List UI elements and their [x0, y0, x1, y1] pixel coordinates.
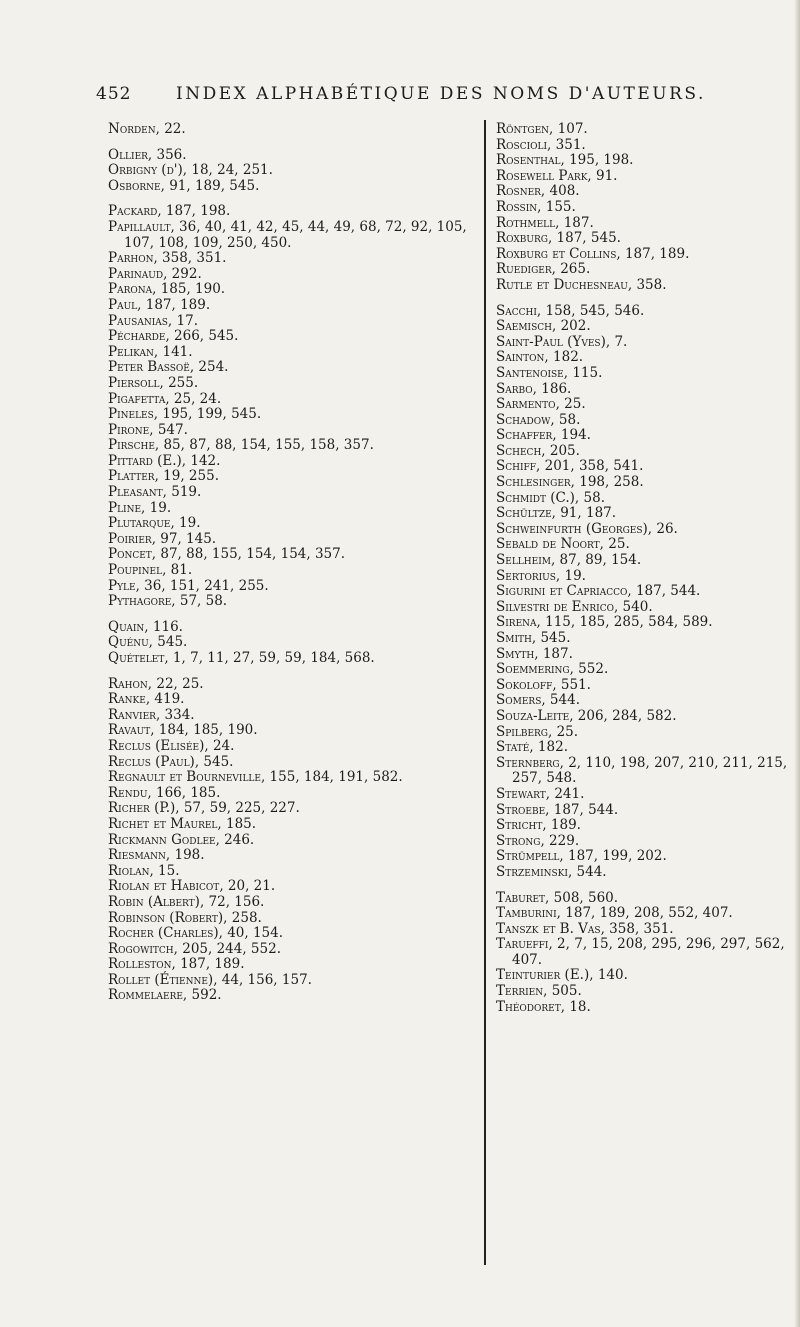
- index-entry: Rendu, 166, 185.: [108, 784, 221, 801]
- index-entry: Rommelaere, 592.: [108, 987, 222, 1004]
- page-edge-shadow: [794, 0, 800, 1327]
- index-entry: Poncet, 87, 88, 155, 154, 154, 357.: [108, 546, 346, 563]
- index-entry: Schech, 205.: [496, 442, 580, 459]
- index-entry: Ollier, 356.: [108, 146, 187, 163]
- index-entry: Sebald de Noort, 25.: [496, 536, 630, 553]
- index-entry: Pirsche, 85, 87, 88, 154, 155, 158, 357.: [108, 437, 374, 454]
- index-entry: Roxburg et Collins, 187, 189.: [496, 245, 690, 262]
- index-entry: Sokoloff, 551.: [496, 676, 591, 693]
- index-entry: Strong, 229.: [496, 832, 580, 849]
- index-entry: Norden, 22.: [108, 121, 186, 137]
- index-entry: Stricht, 189.: [496, 817, 581, 834]
- index-letter-group: [496, 891, 796, 1016]
- index-entry: Staté, 182.: [496, 739, 568, 756]
- index-entry: Quain, 116.: [108, 618, 183, 635]
- index-entry: Pineles, 195, 199, 545.: [108, 406, 262, 423]
- index-entry: Somers, 544.: [496, 692, 580, 709]
- index-entry: Orbigny (d'), 18, 24, 251.: [108, 162, 273, 179]
- index-entry: Parhon, 358, 351.: [108, 250, 227, 267]
- index-entry: Richer (P.), 57, 59, 225, 227.: [108, 800, 300, 817]
- index-entry: Rothmell, 187.: [496, 214, 594, 231]
- index-entry: Rutle et Duchesneau, 358.: [496, 276, 667, 293]
- index-entry: Richet et Maurel, 185.: [108, 815, 257, 832]
- index-entry: Ranke, 419.: [108, 691, 185, 708]
- index-entry: Peter Bassoë, 254.: [108, 359, 229, 376]
- index-entry: Pécharde, 266, 545.: [108, 328, 239, 345]
- index-entry: Théodoret, 18.: [496, 998, 591, 1015]
- index-entry: Robin (Albert), 72, 156.: [108, 893, 265, 910]
- index-entry: Pausanias, 17.: [108, 312, 198, 329]
- index-entry: Tarueffi, 2, 7, 15, 208, 295, 296, 297, 562, 407.: [496, 936, 785, 968]
- index-entry: Sirena, 115, 185, 285, 584, 589.: [496, 614, 713, 631]
- index-entry: Schaffer, 194.: [496, 427, 591, 444]
- index-entry: Pythagore, 57, 58.: [108, 593, 228, 610]
- index-entry: Pelikan, 141.: [108, 343, 193, 360]
- index-entry: Riolan, 15.: [108, 862, 180, 879]
- index-entry: Plutarque, 19.: [108, 515, 201, 532]
- index-entry: Paul, 187, 189.: [108, 296, 211, 313]
- index-entry: Rocher (Charles), 40, 154.: [108, 925, 284, 942]
- index-entry: Terrien, 505.: [496, 983, 582, 1000]
- index-entry: Rolleston, 187, 189.: [108, 956, 245, 973]
- index-entry: Santenoise, 115.: [496, 364, 603, 381]
- index-entry: Saint-Paul (Yves), 7.: [496, 333, 628, 350]
- index-entry: Reclus (Elisée), 24.: [108, 737, 235, 754]
- index-entry: Pittard (E.), 142.: [108, 452, 221, 469]
- index-entry: Stewart, 241.: [496, 785, 585, 802]
- index-letter-group: [108, 204, 483, 609]
- index-entry: Piersoll, 255.: [108, 374, 199, 391]
- index-entry: Reclus (Paul), 545.: [108, 753, 234, 770]
- index-entry: Schmidt (C.), 58.: [496, 489, 605, 506]
- index-entry: Sarbo, 186.: [496, 380, 572, 397]
- index-entry: Pirone, 547.: [108, 421, 188, 438]
- index-entry: Ranvier, 334.: [108, 706, 195, 723]
- index-entry: Roscioli, 351.: [496, 136, 586, 153]
- index-entry: Strümpell, 187, 199, 202.: [496, 848, 667, 865]
- index-entry: Parona, 185, 190.: [108, 281, 226, 298]
- index-entry: Robinson (Robert), 258.: [108, 909, 262, 926]
- index-entry: Rossin, 155.: [496, 198, 576, 215]
- index-letter-group: [108, 122, 483, 138]
- index-entry: Papillault, 36, 40, 41, 42, 45, 44, 49, 68, 72, 92, 105, 107, 108, 109, 250, 450.: [108, 218, 467, 251]
- index-entry: Poupinel, 81.: [108, 562, 193, 579]
- index-entry: Pigafetta, 25, 24.: [108, 390, 222, 407]
- index-entry: Taburet, 508, 560.: [496, 889, 619, 906]
- index-entry: Saemisch, 202.: [496, 318, 591, 335]
- index-entry: Strzeminski, 544.: [496, 863, 607, 880]
- index-entry: Sigurini et Capriacco, 187, 544.: [496, 583, 701, 600]
- index-letter-group: [108, 677, 483, 1004]
- index-entry: Sarmento, 25.: [496, 396, 586, 413]
- index-entry: Rosner, 408.: [496, 183, 580, 200]
- index-letter-group: [496, 304, 796, 881]
- index-entry: Souza-Leite, 206, 284, 582.: [496, 707, 677, 724]
- index-entry: Schlesinger, 198, 258.: [496, 474, 644, 491]
- index-entry: Quénu, 545.: [108, 634, 188, 651]
- index-entry: Sainton, 182.: [496, 349, 584, 366]
- index-entry: Regnault et Bourneville, 155, 184, 191, 582.: [108, 769, 403, 786]
- index-entry: Röntgen, 107.: [496, 121, 588, 137]
- index-letter-group: [496, 122, 796, 294]
- page-header: [96, 84, 770, 104]
- index-entry: Tanszk et B. Vas, 358, 351.: [496, 920, 674, 937]
- index-entry: Smith, 545.: [496, 630, 571, 646]
- index-entry: Spilberg, 25.: [496, 723, 579, 740]
- index-entry: Soemmering, 552.: [496, 661, 609, 678]
- index-entry: Rosewell Park, 91.: [496, 167, 618, 184]
- index-entry: Silvestri de Enrico, 540.: [496, 598, 653, 615]
- index-entry: Sertorius, 19.: [496, 567, 586, 584]
- page-number: 452: [96, 84, 132, 104]
- index-entry: Poirier, 97, 145.: [108, 530, 217, 547]
- index-entry: Rahon, 22, 25.: [108, 675, 204, 692]
- index-entry: Schadow, 58.: [496, 411, 581, 428]
- index-entry: Rollet (Étienne), 44, 156, 157.: [108, 971, 312, 988]
- index-entry: Sacchi, 158, 545, 546.: [496, 302, 645, 319]
- index-entry: Pyle, 36, 151, 241, 255.: [108, 577, 269, 594]
- index-entry: Sternberg, 2, 110, 198, 207, 210, 211, 215, 257, 548.: [496, 754, 788, 787]
- page-title: INDEX ALPHABÉTIQUE DES NOMS D'AUTEURS.: [176, 84, 706, 104]
- index-entry: Teinturier (E.), 140.: [496, 967, 628, 984]
- index-letter-group: [108, 620, 483, 667]
- index-entry: Roxburg, 187, 545.: [496, 230, 621, 247]
- index-entry: Ravaut, 184, 185, 190.: [108, 722, 258, 739]
- index-entry: Schweinfurth (Georges), 26.: [496, 520, 678, 537]
- index-entry: Tamburini, 187, 189, 208, 552, 407.: [496, 905, 733, 922]
- index-entry: Ruediger, 265.: [496, 261, 591, 278]
- index-entry: Schültze, 91, 187.: [496, 505, 617, 522]
- index-entry: Parinaud, 292.: [108, 265, 202, 282]
- index-entry: Schiff, 201, 358, 541.: [496, 458, 644, 475]
- index-entry: Riolan et Habicot, 20, 21.: [108, 878, 276, 895]
- index-entry: Rosenthal, 195, 198.: [496, 152, 634, 169]
- index-entry: Pline, 19.: [108, 499, 172, 516]
- index-entry: Osborne, 91, 189, 545.: [108, 177, 260, 194]
- index-entry: Riesmann, 198.: [108, 847, 205, 864]
- right-index-column: [496, 122, 796, 1025]
- index-entry: Stroebe, 187, 544.: [496, 801, 619, 818]
- column-divider: [484, 120, 486, 1265]
- index-entry: Platter, 19, 255.: [108, 468, 219, 485]
- index-entry: Quételet, 1, 7, 11, 27, 59, 59, 184, 568.: [108, 650, 375, 666]
- index-letter-group: [108, 148, 483, 195]
- left-index-column: [108, 122, 483, 1014]
- index-entry: Smyth, 187.: [496, 645, 573, 662]
- index-entry: Rogowitch, 205, 244, 552.: [108, 940, 281, 957]
- index-entry: Sellheim, 87, 89, 154.: [496, 552, 642, 569]
- index-entry: Rickmann Godlee, 246.: [108, 831, 255, 848]
- index-entry: Packard, 187, 198.: [108, 203, 231, 220]
- index-entry: Pleasant, 519.: [108, 484, 202, 501]
